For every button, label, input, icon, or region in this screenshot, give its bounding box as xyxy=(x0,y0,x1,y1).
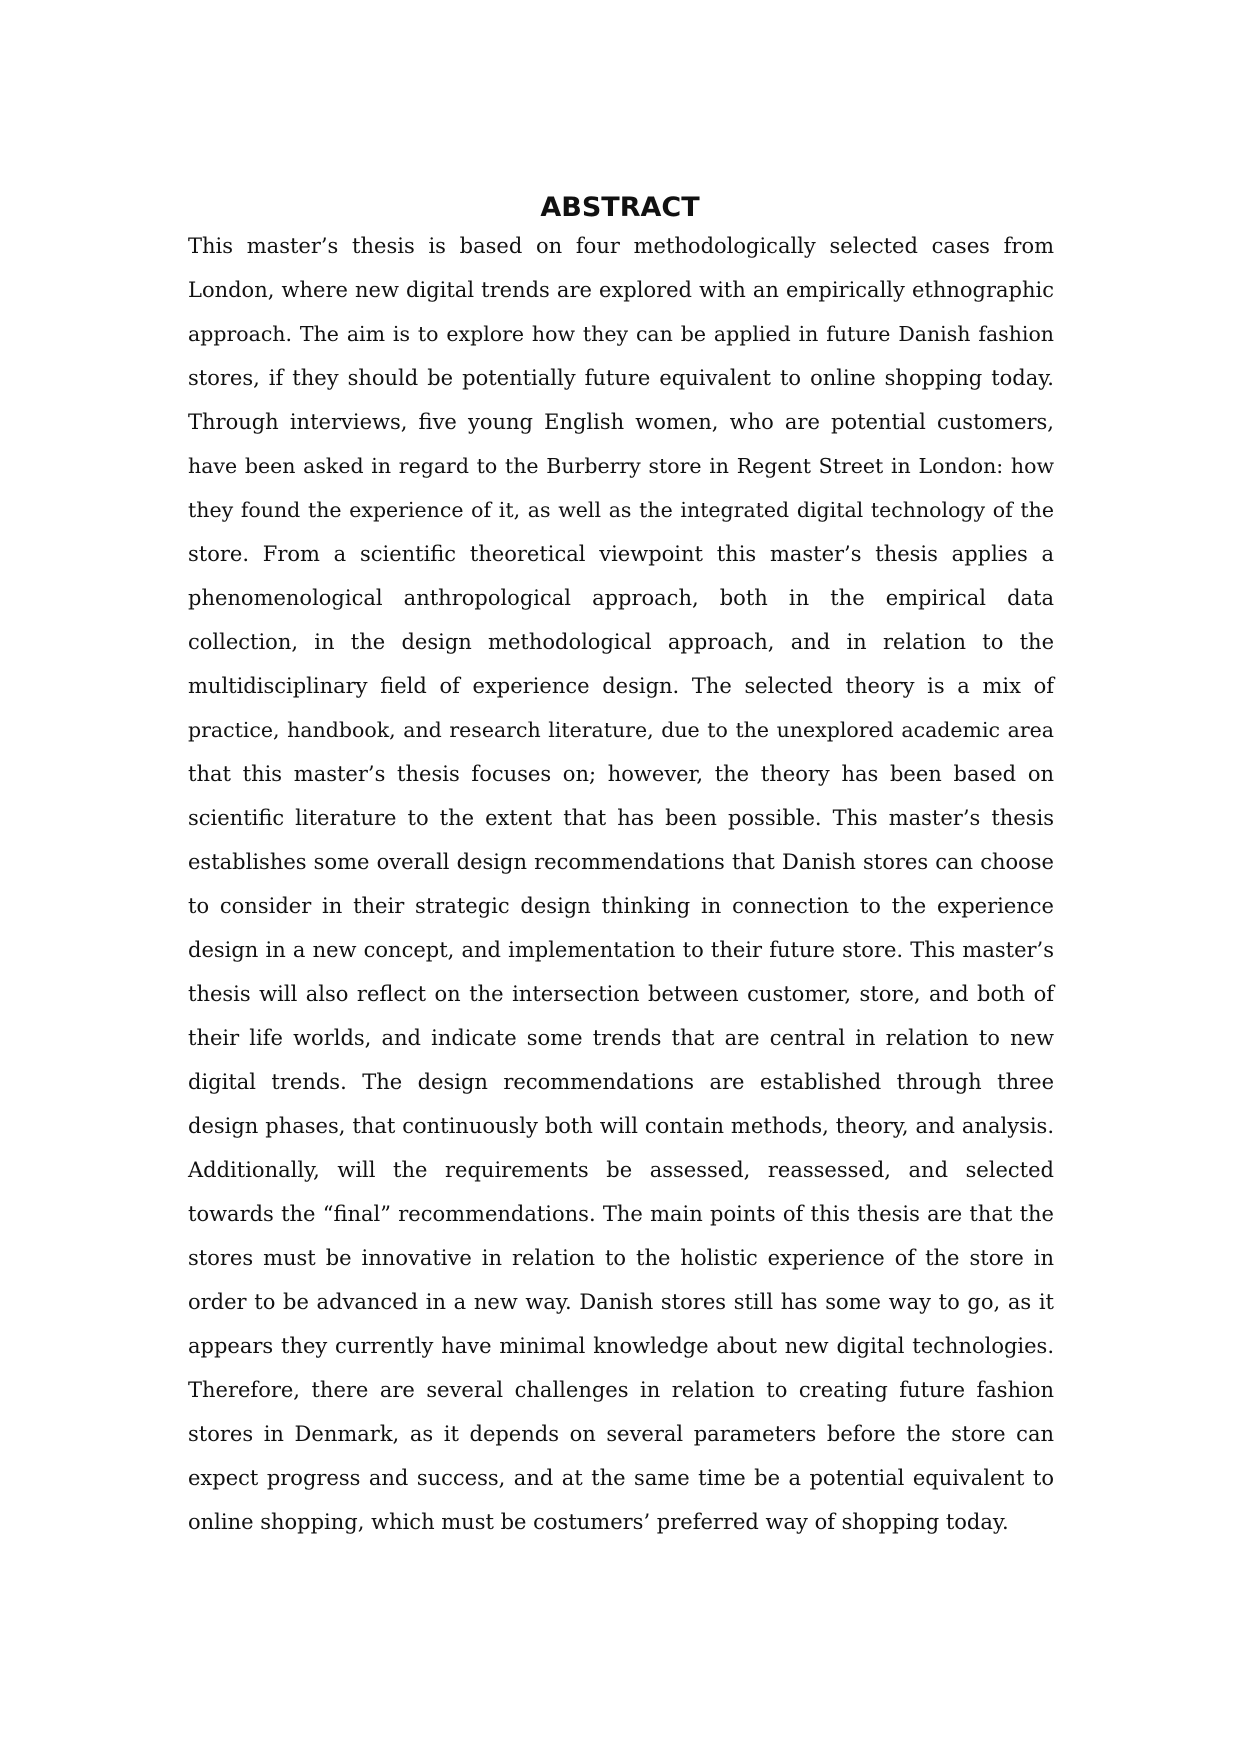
abstract-heading: ABSTRACT xyxy=(540,192,700,223)
abstract-line: their life worlds, and indicate some trends that are central in relation to new xyxy=(188,1026,1054,1050)
abstract-line: This master’s thesis is based on four methodologically selected cases from xyxy=(188,234,1054,258)
abstract-line: approach. The aim is to explore how they can be applied in future Danish fashion xyxy=(188,322,1054,346)
abstract-line: that this master’s thesis focuses on; however, the theory has been based on xyxy=(188,762,1054,786)
abstract-line: establishes some overall design recommendations that Danish stores can choose xyxy=(188,850,1054,874)
abstract-line: they found the experience of it, as well as the integrated digital technology of the xyxy=(188,498,1054,522)
abstract-line-last: online shopping, which must be costumers’ preferred way of shopping today. xyxy=(188,1510,1009,1534)
abstract-line: scientific literature to the extent that has been possible. This master’s thesis xyxy=(188,806,1054,830)
abstract-line: Through interviews, five young English women, who are potential customers, xyxy=(188,410,1054,434)
abstract-body xyxy=(188,224,1054,1544)
abstract-line: appears they currently have minimal knowledge about new digital technologies. xyxy=(188,1334,1054,1358)
abstract-line: have been asked in regard to the Burberry store in Regent Street in London: how xyxy=(188,454,1054,478)
abstract-line: thesis will also reflect on the intersection between customer, store, and both of xyxy=(188,982,1054,1006)
abstract-line: London, where new digital trends are explored with an empirically ethnographic xyxy=(188,278,1054,302)
abstract-line: store. From a scientific theoretical viewpoint this master’s thesis applies a xyxy=(188,542,1054,566)
abstract-line: expect progress and success, and at the same time be a potential equivalent to xyxy=(188,1466,1054,1490)
abstract-line: practice, handbook, and research literature, due to the unexplored academic area xyxy=(188,718,1054,742)
abstract-line: Additionally, will the requirements be assessed, reassessed, and selected xyxy=(188,1158,1054,1182)
abstract-line: digital trends. The design recommendations are established through three xyxy=(188,1070,1054,1094)
abstract-line: design in a new concept, and implementation to their future store. This master’s xyxy=(188,938,1054,962)
abstract-line: multidisciplinary field of experience design. The selected theory is a mix of xyxy=(188,674,1054,698)
abstract-line: stores in Denmark, as it depends on several parameters before the store can xyxy=(188,1422,1054,1446)
abstract-line: stores, if they should be potentially future equivalent to online shopping today. xyxy=(188,366,1054,390)
abstract-line: collection, in the design methodological approach, and in relation to the xyxy=(188,630,1054,654)
abstract-line: order to be advanced in a new way. Danish stores still has some way to go, as it xyxy=(188,1290,1054,1314)
abstract-line: design phases, that continuously both will contain methods, theory, and analysis. xyxy=(188,1114,1054,1138)
abstract-line: stores must be innovative in relation to the holistic experience of the store in xyxy=(188,1246,1054,1270)
abstract-line: phenomenological anthropological approach, both in the empirical data xyxy=(188,586,1054,610)
abstract-line: to consider in their strategic design thinking in connection to the experience xyxy=(188,894,1054,918)
abstract-line: Therefore, there are several challenges in relation to creating future fashion xyxy=(188,1378,1054,1402)
abstract-line: towards the “final” recommendations. The main points of this thesis are that the xyxy=(188,1202,1054,1226)
